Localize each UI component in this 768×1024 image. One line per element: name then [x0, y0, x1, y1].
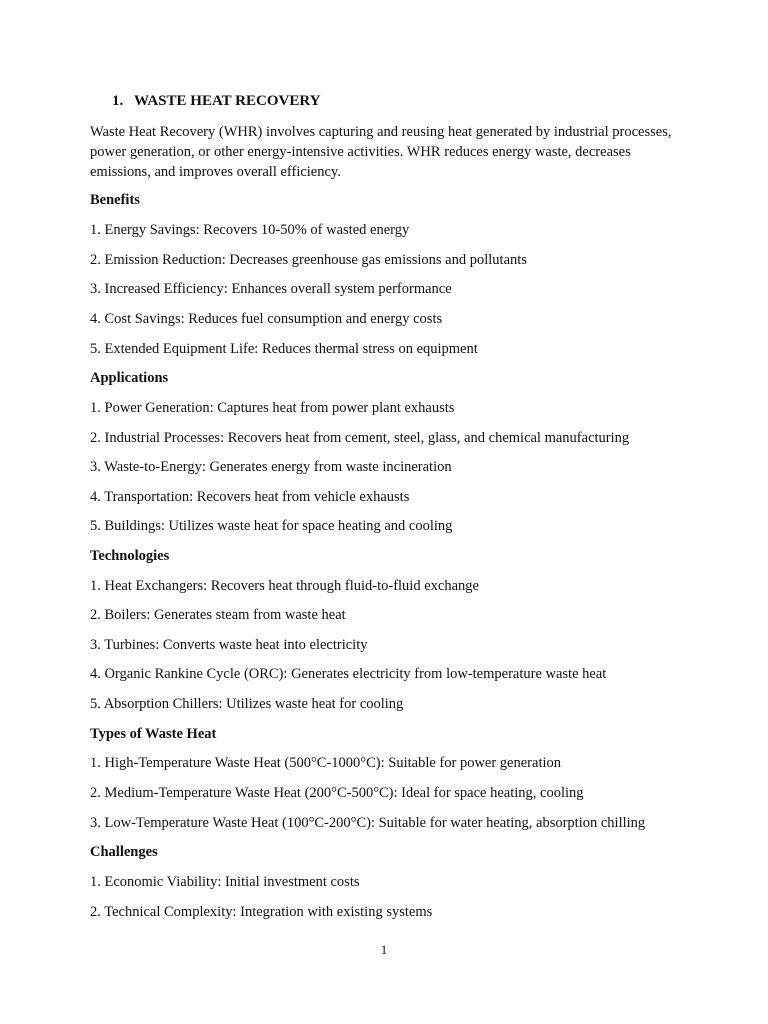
list-item: 3. Waste-to-Energy: Generates energy from waste incineration — [90, 459, 452, 475]
intro-paragraph: Waste Heat Recovery (WHR) involves capturing and reusing heat generated by industrial processes, power generation, or other energy-intensive activities. WHR reduces energy waste, decreases emissions, and improves overall efficiency. — [90, 124, 672, 180]
list-item: 2. Industrial Processes: Recovers heat from cement, steel, glass, and chemical manufacturing — [90, 430, 630, 446]
section-heading-challenges: Challenges — [90, 844, 158, 860]
section-heading-benefits: Benefits — [90, 192, 140, 208]
list-item: 2. Boilers: Generates steam from waste heat — [90, 607, 346, 623]
title-number: 1. — [112, 93, 124, 109]
list-item: 1. Heat Exchangers: Recovers heat through fluid-to-fluid exchange — [90, 578, 479, 594]
list-item: 5. Absorption Chillers: Utilizes waste heat for cooling — [90, 696, 404, 712]
list-item: 2. Medium-Temperature Waste Heat (200°C-500°C): Ideal for space heating, cooling — [90, 785, 584, 801]
list-item: 4. Transportation: Recovers heat from vehicle exhausts — [90, 489, 410, 505]
section-heading-applications: Applications — [90, 370, 169, 386]
section-heading-types: Types of Waste Heat — [90, 726, 217, 742]
list-item: 4. Organic Rankine Cycle (ORC): Generates electricity from low-temperature waste heat — [90, 666, 607, 682]
list-item: 1. Power Generation: Captures heat from power plant exhausts — [90, 400, 455, 416]
list-item: 1. Economic Viability: Initial investment costs — [90, 874, 360, 890]
list-item: 1. High-Temperature Waste Heat (500°C-1000°C): Suitable for power generation — [90, 755, 561, 771]
list-item: 5. Extended Equipment Life: Reduces thermal stress on equipment — [90, 341, 478, 357]
list-item: 2. Technical Complexity: Integration with existing systems — [90, 904, 433, 920]
list-item: 1. Energy Savings: Recovers 10-50% of wasted energy — [90, 222, 410, 238]
section-heading-technologies: Technologies — [90, 548, 170, 564]
page-number: 1 — [380, 942, 388, 957]
list-item: 2. Emission Reduction: Decreases greenhouse gas emissions and pollutants — [90, 252, 527, 268]
list-item: 3. Turbines: Converts waste heat into electricity — [90, 637, 368, 653]
document-title — [112, 93, 320, 110]
list-item: 3. Low-Temperature Waste Heat (100°C-200°C): Suitable for water heating, absorption chilling — [90, 815, 646, 831]
list-item: 5. Buildings: Utilizes waste heat for space heating and cooling — [90, 518, 453, 534]
title-text: WASTE HEAT RECOVERY — [134, 93, 321, 109]
list-item: 3. Increased Efficiency: Enhances overall system performance — [90, 281, 452, 297]
list-item: 4. Cost Savings: Reduces fuel consumption and energy costs — [90, 311, 443, 327]
